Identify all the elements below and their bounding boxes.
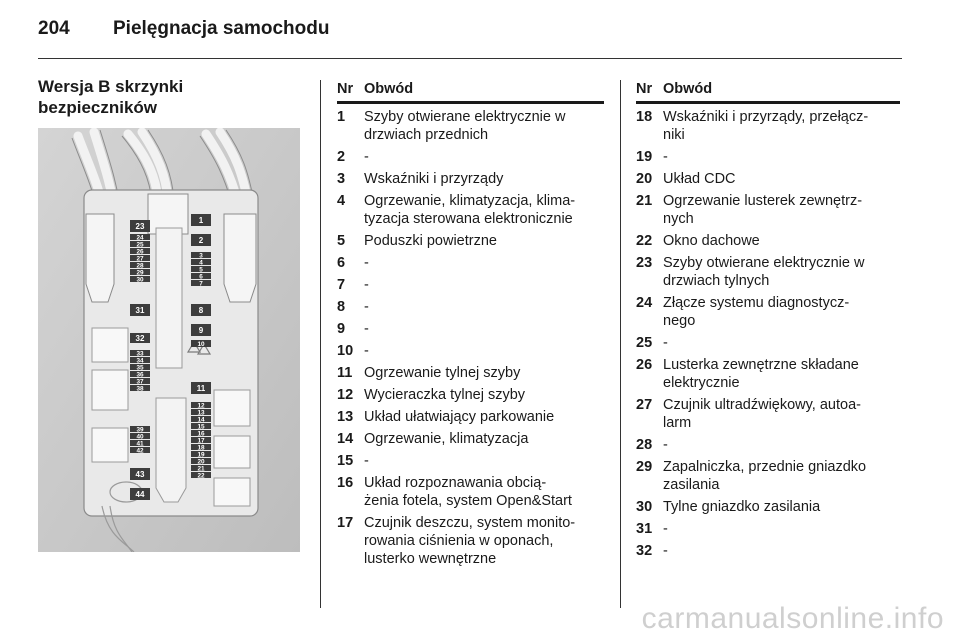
center-channel [156, 228, 182, 368]
fuse-11 [191, 382, 211, 394]
fuse-number: 9 [337, 321, 346, 337]
circuit-description [364, 276, 604, 294]
table-row [337, 514, 604, 568]
fuse-label: 43 [135, 470, 145, 479]
table-row [636, 498, 900, 516]
fuse-label: 39 [136, 426, 144, 434]
table-row [636, 542, 900, 560]
fuse-label: 42 [136, 447, 144, 455]
fuse-label: 25 [136, 241, 144, 249]
fuse-number: 27 [636, 397, 653, 413]
circuit-description-line: Ogrzewanie tylnej szyby [364, 365, 521, 381]
circuit-description-line: żenia fotela, system Open&Start [364, 493, 572, 509]
table-header [337, 80, 604, 104]
fuse-label: 21 [197, 465, 205, 473]
circuit-description-line: Układ CDC [663, 171, 736, 187]
fuse-44 [130, 488, 150, 500]
circuit-description [663, 192, 900, 228]
circuit-description [663, 334, 900, 352]
circuit-description-line: Tylne gniazdko zasilania [663, 499, 821, 515]
center-relay [156, 398, 186, 502]
fuse-number: 31 [636, 521, 653, 537]
circuit-description [364, 320, 604, 338]
fuse-number: 11 [337, 365, 353, 381]
circuit-description-line: Układ ułatwiający parkowanie [364, 409, 555, 425]
circuit-description [364, 298, 604, 316]
fuse-9 [191, 324, 211, 336]
fuse-10 [191, 340, 211, 348]
fuse-label: 5 [199, 266, 203, 274]
circuit-description-line: - [663, 149, 668, 165]
table-row [337, 148, 604, 166]
fuse-2 [191, 234, 211, 246]
circuit-description [663, 396, 900, 432]
fuse-43 [130, 468, 150, 480]
table-row [337, 452, 604, 470]
circuit-description-line: - [663, 543, 668, 559]
fuse-label: 44 [135, 490, 145, 499]
table-row [337, 108, 604, 144]
circuit-description [364, 254, 604, 272]
table-row [337, 474, 604, 510]
fuse-label: 33 [136, 350, 144, 358]
fuse-label: 30 [136, 276, 144, 284]
fuse-number: 8 [337, 299, 346, 315]
circuit-description-line: zasilania [663, 477, 720, 493]
fuse-number: 16 [337, 475, 354, 491]
fuse-label: 35 [136, 364, 144, 372]
fuse-number: 4 [337, 193, 346, 209]
circuit-description-line: - [663, 521, 668, 537]
fuse-number: 29 [636, 459, 653, 475]
circuit-description-line: nych [663, 211, 694, 227]
circuit-description [663, 542, 900, 560]
table-row [636, 334, 900, 352]
circuit-description [663, 356, 900, 392]
right-fuse-column [191, 214, 211, 479]
fuse-number: 14 [337, 431, 354, 447]
fuse-table-right [636, 80, 900, 560]
circuit-description [364, 364, 604, 382]
circuit-description [364, 232, 604, 250]
circuit-description [663, 148, 900, 166]
circuit-description-line: drzwiach przednich [364, 127, 489, 143]
page-number: 204 [38, 18, 70, 39]
circuit-description [364, 514, 604, 568]
table-row [636, 294, 900, 330]
table-row [337, 298, 604, 316]
fuse-label: 19 [197, 451, 205, 459]
column-divider [620, 80, 621, 608]
fuse-label: 23 [135, 222, 145, 231]
circuit-description-line: nego [663, 313, 696, 329]
fuse-23 [130, 220, 150, 232]
circuit-description [663, 170, 900, 188]
circuit-description-line: Lusterka zewnętrzne składane [663, 357, 859, 373]
fuse-label: 38 [136, 385, 144, 393]
circuit-description [663, 498, 900, 516]
fuse-1 [191, 214, 211, 226]
table-rows [636, 108, 900, 560]
fuse-number: 10 [337, 343, 354, 359]
connector-right [224, 214, 256, 302]
table-row [636, 396, 900, 432]
circuit-description [364, 474, 604, 510]
fuse-number: 6 [337, 255, 346, 271]
circuit-description [364, 408, 604, 426]
circuit-description [364, 148, 604, 166]
fuse-label: 32 [135, 334, 145, 343]
fuse-number: 30 [636, 499, 653, 515]
table-header [636, 80, 900, 104]
fuse-label: 7 [199, 280, 203, 288]
fuse-label: 18 [197, 444, 205, 452]
fuse-label: 31 [135, 306, 145, 315]
fuse-label: 6 [199, 273, 203, 281]
fuse-label: 36 [136, 371, 144, 379]
fuse-label: 11 [196, 384, 206, 393]
table-row [337, 342, 604, 360]
fuse-label: 37 [136, 378, 144, 386]
connector-left [86, 214, 114, 302]
circuit-description-line: Ogrzewanie lusterek zewnętrz- [663, 193, 863, 209]
section-heading-line: Wersja B skrzynki [38, 77, 184, 96]
table-row [636, 232, 900, 250]
circuit-description-line: drzwiach tylnych [663, 273, 770, 289]
circuit-description-line: larm [663, 415, 692, 431]
circuit-description-line: Czujnik deszczu, system monito- [364, 515, 576, 531]
fuse-label: 40 [136, 433, 144, 441]
table-row [337, 276, 604, 294]
fuse-number: 1 [337, 109, 346, 125]
table-row [337, 232, 604, 250]
table-row [636, 356, 900, 392]
fuse-number: 25 [636, 335, 653, 351]
circuit-description [364, 452, 604, 470]
circuit-description [663, 294, 900, 330]
page-header [38, 12, 902, 54]
fuse-table-left [337, 80, 604, 568]
fuse-31 [130, 304, 150, 316]
circuit-description-line: Szyby otwierane elektrycznie w [663, 255, 865, 271]
fuse-8 [191, 304, 211, 316]
fuse-label: 29 [136, 269, 144, 277]
fuse-number: 32 [636, 543, 653, 559]
column-header-nr: Nr [337, 81, 354, 97]
circuit-description-line: Złącze systemu diagnostycz- [663, 295, 850, 311]
table-row [337, 254, 604, 272]
circuit-description-line: Wycieraczka tylnej szyby [364, 387, 526, 403]
circuit-description-line: - [364, 277, 369, 293]
table-row [337, 408, 604, 426]
fuse-label: 10 [197, 340, 205, 348]
column-header-nr: Nr [636, 81, 653, 97]
fuse-label: 17 [197, 437, 205, 445]
table-row [337, 320, 604, 338]
column-header-circuit: Obwód [663, 81, 713, 97]
circuit-description-line: elektrycznie [663, 375, 740, 391]
fuse-number: 12 [337, 387, 354, 403]
fuse-number: 2 [337, 149, 346, 165]
circuit-description [364, 192, 604, 228]
circuit-description [364, 108, 604, 144]
table-row [337, 364, 604, 382]
table-row [636, 458, 900, 494]
circuit-description [364, 170, 604, 188]
circuit-description-line: - [364, 453, 369, 469]
column-header-circuit: Obwód [364, 81, 414, 97]
table-row [636, 192, 900, 228]
circuit-description [663, 108, 900, 144]
circuit-description-line: - [364, 343, 369, 359]
fuse-number: 20 [636, 171, 653, 187]
circuit-description [663, 458, 900, 494]
section-heading-line: bezpieczników [38, 98, 158, 117]
section-heading [38, 76, 298, 118]
circuit-description-line: - [663, 437, 668, 453]
fuse-number: 22 [636, 233, 653, 249]
fuse-label: 13 [197, 409, 205, 417]
table-row [636, 254, 900, 290]
fuse-number: 21 [636, 193, 653, 209]
circuit-description-line: rowania ciśnienia w oponach, [364, 533, 554, 549]
header-rule [38, 58, 902, 59]
fuse-number: 5 [337, 233, 346, 249]
fuse-label: 27 [136, 255, 144, 263]
circuit-description-line: - [364, 321, 369, 337]
fuse-label: 24 [136, 234, 144, 242]
circuit-description-line: Ogrzewanie, klimatyzacja, klima- [364, 193, 576, 209]
table-row [636, 170, 900, 188]
fuse-label: 12 [197, 402, 205, 410]
table-row [636, 436, 900, 454]
fuse-number: 28 [636, 437, 653, 453]
fuse-label: 1 [198, 216, 204, 225]
fuse-label: 15 [197, 423, 205, 431]
circuit-description [663, 254, 900, 290]
circuit-description-line: lusterko wewnętrzne [364, 551, 497, 567]
circuit-description-line: Czujnik ultradźwiękowy, autoa- [663, 397, 861, 413]
fuse-label: 34 [136, 357, 144, 365]
fuse-label: 3 [199, 252, 203, 260]
fuse-label: 2 [198, 236, 204, 245]
fuse-label: 14 [197, 416, 205, 424]
circuit-description [364, 386, 604, 404]
fuse-number: 24 [636, 295, 653, 311]
fuse-number: 13 [337, 409, 354, 425]
circuit-description-line: - [364, 255, 369, 271]
table-row [337, 170, 604, 188]
fuse-number: 26 [636, 357, 653, 373]
table-row [337, 430, 604, 448]
circuit-description [663, 520, 900, 538]
circuit-description-line: Ogrzewanie, klimatyzacja [364, 431, 529, 447]
fuse-label: 8 [198, 306, 204, 315]
circuit-description [364, 342, 604, 360]
circuit-description-line: Szyby otwierane elektrycznie w [364, 109, 566, 125]
fuse-label: 9 [198, 326, 204, 335]
fuse-label: 41 [136, 440, 144, 448]
circuit-description-line: niki [663, 127, 685, 143]
fuse-box-diagram [38, 128, 300, 552]
circuit-description-line: Wskaźniki i przyrządy, przełącz- [663, 109, 869, 125]
fuse-label: 20 [197, 458, 205, 466]
fuse-label: 4 [199, 259, 203, 267]
fuse-number: 17 [337, 515, 354, 531]
table-rows [337, 108, 604, 568]
circuit-description [663, 232, 900, 250]
table-row [337, 192, 604, 228]
fuse-number: 7 [337, 277, 346, 293]
fuse-number: 18 [636, 109, 653, 125]
circuit-description-line: Wskaźniki i przyrządy [364, 171, 504, 187]
circuit-description-line: Zapalniczka, przednie gniazdko [663, 459, 867, 475]
fuse-number: 19 [636, 149, 653, 165]
fuse-32 [130, 333, 150, 343]
circuit-description-line: Poduszki powietrzne [364, 233, 497, 249]
fuse-label: 22 [197, 472, 205, 480]
column-divider [320, 80, 321, 608]
fuse-label: 28 [136, 262, 144, 270]
circuit-description [663, 436, 900, 454]
circuit-description-line: Układ rozpoznawania obcią- [364, 475, 547, 491]
table-row [636, 520, 900, 538]
watermark: carmanualsonline.info [641, 602, 944, 635]
fuse-number: 3 [337, 171, 346, 187]
fuse-number: 15 [337, 453, 354, 469]
circuit-description [364, 430, 604, 448]
circuit-description-line: - [364, 299, 369, 315]
fuse-label: 26 [136, 248, 144, 256]
circuit-description-line: Okno dachowe [663, 233, 760, 249]
fuse-number: 23 [636, 255, 653, 271]
table-row [337, 386, 604, 404]
circuit-description-line: - [364, 149, 369, 165]
fuse-label: 16 [197, 430, 205, 438]
table-row [636, 108, 900, 144]
circuit-description-line: - [663, 335, 668, 351]
page-title: Pielęgnacja samochodu [113, 18, 330, 39]
circuit-description-line: tyzacja sterowana elektronicznie [364, 211, 573, 227]
table-row [636, 148, 900, 166]
